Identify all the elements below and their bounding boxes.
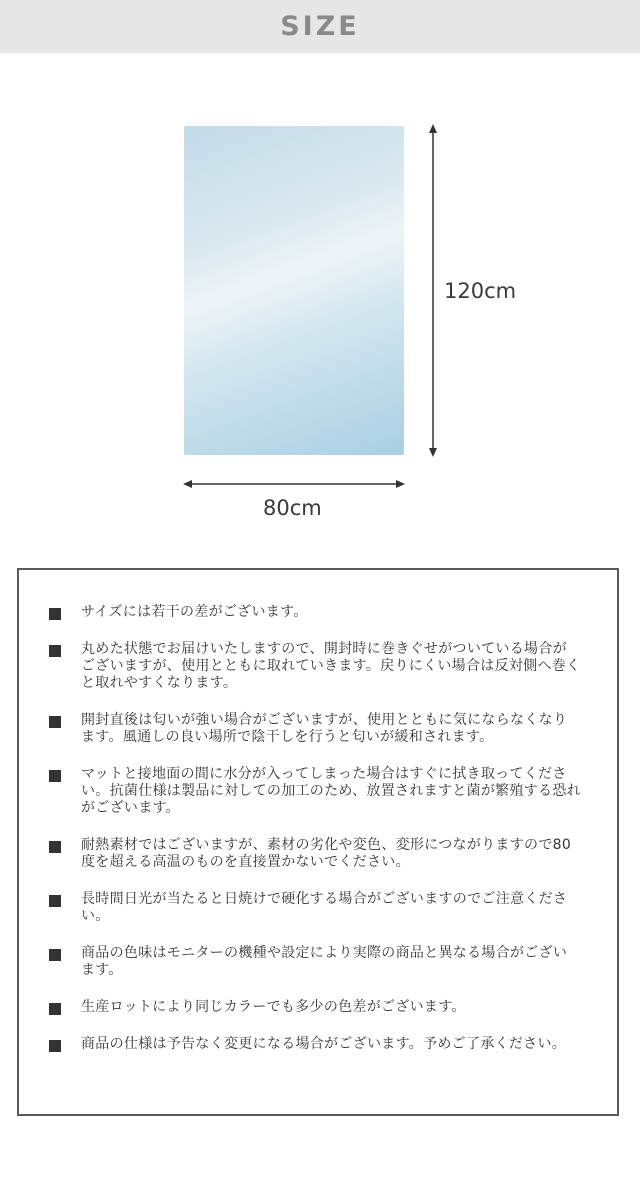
square-bullet-icon — [49, 841, 61, 853]
note-item — [49, 1036, 581, 1053]
dimension-arrows — [0, 0, 640, 540]
note-text: 長時間日光が当たると日焼けで硬化する場合がございますのでご注意ください。 — [81, 891, 568, 924]
square-bullet-icon — [49, 716, 61, 728]
width-label: 80cm — [263, 496, 322, 520]
square-bullet-icon — [49, 608, 61, 620]
note-text: サイズには若干の差がございます。 — [81, 604, 308, 620]
note-text: 耐熱素材ではございますが、素材の劣化や変色、変形につながりますので80度を超える高温のものを直接置かないでください。 — [81, 837, 572, 870]
note-text: 丸めた状態でお届けいたしますので、開封時に巻きぐせがついている場合がございますが、使用とともに取れていきます。戻りにくい場合は反対側へ巻くと取れやすくなります。 — [81, 641, 581, 691]
square-bullet-icon — [49, 645, 61, 657]
note-item — [49, 945, 581, 979]
note-item — [49, 837, 581, 871]
square-bullet-icon — [49, 1003, 61, 1015]
note-item — [49, 641, 581, 692]
square-bullet-icon — [49, 1040, 61, 1052]
note-text: 生産ロットにより同じカラーでも多少の色差がございます。 — [81, 999, 466, 1015]
note-text: 開封直後は匂いが強い場合がございますが、使用とともに気にならなくなります。風通しの良い場所で陰干しを行うと匂いが緩和されます。 — [81, 712, 568, 745]
note-text: マットと接地面の間に水分が入ってしまった場合はすぐに拭き取ってください。抗菌仕様は製品に対しての加工のため、放置されますと菌が繁殖する恐れがございます。 — [81, 766, 581, 816]
notes-box — [17, 568, 619, 1116]
note-item — [49, 604, 581, 621]
note-item — [49, 999, 581, 1016]
note-item — [49, 766, 581, 817]
square-bullet-icon — [49, 949, 61, 961]
header-title: SIZE — [280, 11, 360, 42]
height-label: 120cm — [444, 279, 517, 303]
square-bullet-icon — [49, 895, 61, 907]
height-arrow — [429, 124, 437, 457]
square-bullet-icon — [49, 770, 61, 782]
notes-list — [19, 570, 617, 1053]
note-text: 商品の仕様は予告なく変更になる場合がございます。予めご了承ください。 — [81, 1036, 567, 1052]
note-item — [49, 891, 581, 925]
note-item — [49, 712, 581, 746]
note-text: 商品の色味はモニターの機種や設定により実際の商品と異なる場合がございます。 — [81, 945, 568, 978]
width-arrow — [183, 480, 405, 488]
